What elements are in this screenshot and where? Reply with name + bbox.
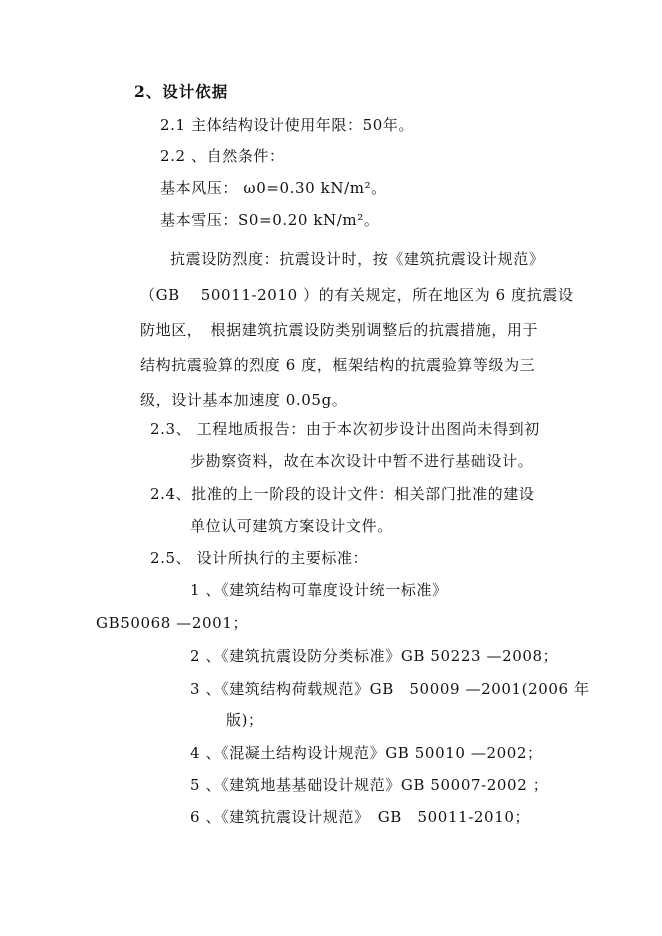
wind-pressure-line: 基本风压： ω0=0.30 kN/m²。 xyxy=(160,179,387,197)
standard-item-2: 2 、《建筑抗震设防分类标准》GB 50223 —2008； xyxy=(190,647,559,665)
seismic-paragraph-line-3: 防地区， 根据建筑抗震设防类别调整后的抗震措施，用于 xyxy=(140,321,539,339)
snow-pressure-line: 基本雪压：S0=0.20 kN/m²。 xyxy=(160,211,380,229)
approval-line-1: 2.4、批准的上一阶段的设计文件：相关部门批准的建设 xyxy=(150,485,535,503)
standards-title: 2.5、 设计所执行的主要标准： xyxy=(150,549,369,567)
standard-item-3-cont: 版)； xyxy=(226,711,264,729)
geology-line-2: 步勘察资料，故在本次设计中暂不进行基础设计。 xyxy=(190,452,534,470)
standard-item-3: 3 、《建筑结构荷载规范》GB 50009 —2001(2006 年 xyxy=(190,680,590,698)
service-life-line: 2.1 主体结构设计使用年限：50年。 xyxy=(160,116,415,134)
section-title: 2、设计依据 xyxy=(134,82,229,101)
standard-item-6: 6 、《建筑抗震设计规范》 GB 50011-2010； xyxy=(190,808,531,826)
standard-item-1: 1 、《建筑结构可靠度设计统一标准》 xyxy=(190,581,448,599)
approval-line-2: 单位认可建筑方案设计文件。 xyxy=(190,517,393,535)
seismic-paragraph-line-2: （GB 50011-2010 ）的有关规定，所在地区为 6 度抗震设 xyxy=(140,286,574,304)
standard-item-1-code: GB50068 —2001； xyxy=(96,614,249,632)
geology-line-1: 2.3、 工程地质报告：由于本次初步设计出图尚未得到初 xyxy=(150,420,540,438)
natural-conditions-line: 2.2 、自然条件： xyxy=(160,147,285,165)
seismic-paragraph-line-4: 结构抗震验算的烈度 6 度，框架结构的抗震验算等级为三 xyxy=(140,356,536,374)
seismic-paragraph-line-1: 抗震设防烈度：抗震设计时，按《建筑抗震设计规范》 xyxy=(170,250,545,268)
seismic-paragraph-line-5: 级，设计基本加速度 0.05g。 xyxy=(140,391,348,409)
standard-item-4: 4 、《混凝土结构设计规范》GB 50010 —2002； xyxy=(190,744,543,762)
standard-item-5: 5 、《建筑地基基础设计规范》GB 50007-2002 ； xyxy=(190,776,549,794)
